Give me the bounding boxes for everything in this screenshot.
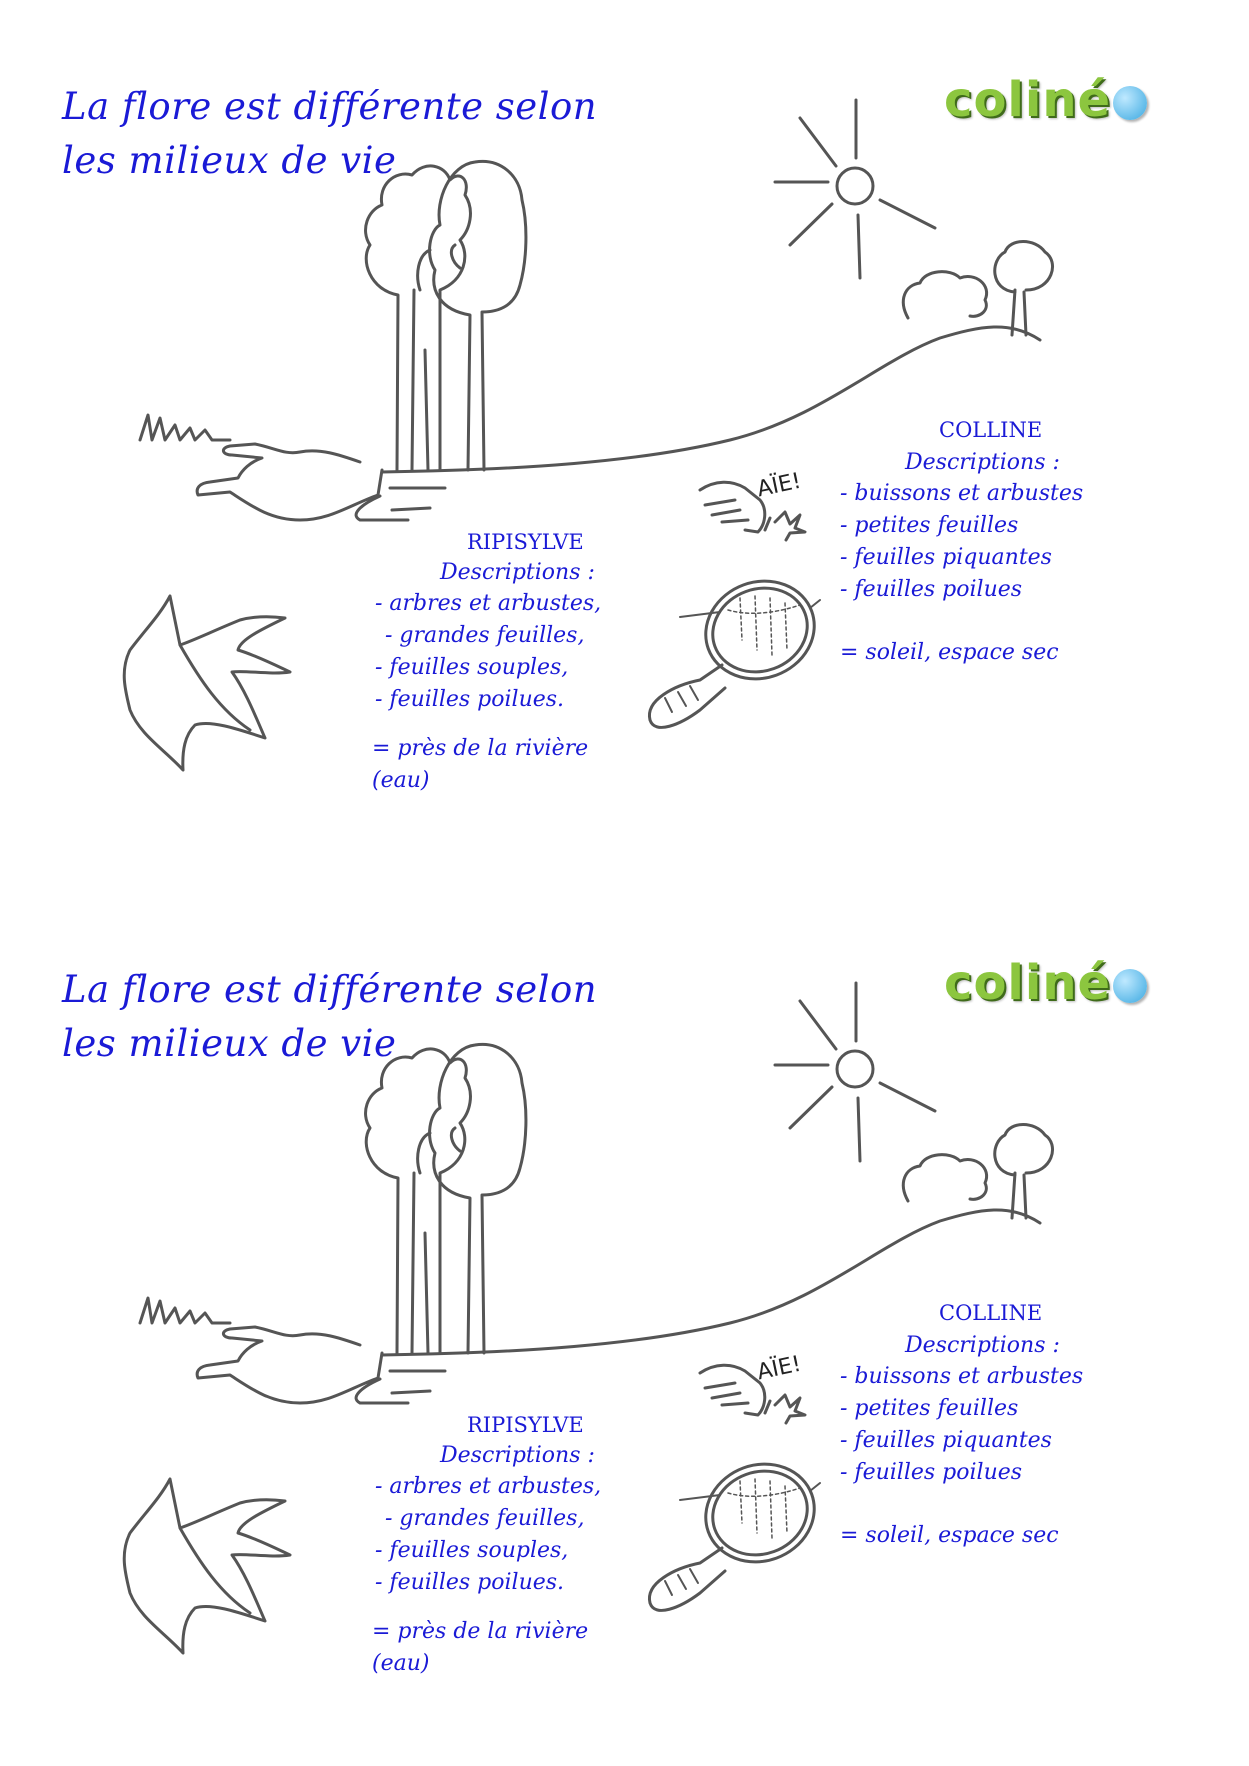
ripisylve-item: - feuilles poilues.	[375, 687, 565, 712]
exclamation-label: AÏE!	[754, 468, 804, 503]
sun-icon	[775, 983, 935, 1161]
ripisylve-item: - feuilles poilues.	[375, 1570, 565, 1595]
ripisylve-subtitle: Descriptions :	[440, 560, 595, 585]
thorn-icon	[765, 1395, 805, 1423]
tall-trees-icon	[366, 161, 526, 470]
maple-leaf-icon	[124, 596, 290, 770]
colline-title: COLLINE	[939, 418, 1043, 442]
thorn-icon	[765, 512, 805, 540]
page-title	[62, 963, 597, 1071]
ripisylve-item: - grandes feuilles,	[385, 1506, 585, 1531]
sun-icon	[775, 100, 935, 278]
ripisylve-item: - arbres et arbustes,	[375, 591, 602, 616]
ripisylve-title: RIPISYLVE	[467, 530, 584, 554]
exclamation-label: AÏE!	[754, 1351, 804, 1386]
riverbank-icon	[197, 444, 445, 520]
small-tree-icon	[995, 1125, 1053, 1219]
grass-icon	[140, 415, 230, 440]
worksheet-panel-1	[0, 0, 1249, 880]
ripisylve-item: - grandes feuilles,	[385, 623, 585, 648]
ripisylve-item: - feuilles souples,	[375, 1538, 569, 1563]
page-title	[62, 80, 597, 188]
magnifying-glass-icon	[649, 566, 828, 727]
ripisylve-item: - feuilles souples,	[375, 655, 569, 680]
grass-icon	[140, 1298, 230, 1323]
colline-item: - petites feuilles	[840, 1396, 1019, 1421]
colline-subtitle: Descriptions :	[905, 1333, 1060, 1358]
ripisylve-result-line-2: (eau)	[372, 1651, 430, 1676]
worksheet-panel-2	[0, 883, 1249, 1763]
hand-icon	[700, 482, 765, 532]
small-tree-icon	[995, 242, 1053, 336]
colline-item: - feuilles piquantes	[840, 545, 1052, 570]
logo-text: coliné	[944, 955, 1112, 1011]
riverbank-icon	[197, 1327, 445, 1403]
ripisylve-result-line-2: (eau)	[372, 768, 430, 793]
ripisylve-item: - arbres et arbustes,	[375, 1474, 602, 1499]
title-line-1: La flore est différente selon	[62, 968, 598, 1011]
title-line-1: La flore est différente selon	[62, 85, 598, 128]
hand-icon	[700, 1365, 765, 1415]
colline-title: COLLINE	[939, 1301, 1043, 1325]
ripisylve-subtitle: Descriptions :	[440, 1443, 595, 1468]
ripisylve-title: RIPISYLVE	[467, 1413, 584, 1437]
colline-result: = soleil, espace sec	[840, 640, 1059, 665]
title-line-2: les milieux de vie	[62, 1022, 397, 1065]
colline-subtitle: Descriptions :	[905, 450, 1060, 475]
maple-leaf-icon	[124, 1479, 290, 1653]
colline-item: - feuilles piquantes	[840, 1428, 1052, 1453]
bush-icon	[903, 1155, 986, 1201]
colline-item: - petites feuilles	[840, 513, 1019, 538]
colineo-logo	[944, 72, 1147, 128]
bush-icon	[903, 272, 986, 318]
ripisylve-result-line-1: = près de la rivière	[372, 736, 589, 761]
magnifying-glass-icon	[649, 1449, 828, 1610]
colline-item: - buissons et arbustes	[840, 481, 1084, 506]
ripisylve-result-line-1: = près de la rivière	[372, 1619, 589, 1644]
colline-item: - feuilles poilues	[840, 1460, 1023, 1485]
water-drop-icon	[1113, 86, 1147, 120]
tall-trees-icon	[366, 1044, 526, 1353]
water-drop-icon	[1113, 969, 1147, 1003]
title-line-2: les milieux de vie	[62, 139, 397, 182]
colline-item: - buissons et arbustes	[840, 1364, 1084, 1389]
colline-item: - feuilles poilues	[840, 577, 1023, 602]
colineo-logo	[944, 955, 1147, 1011]
logo-text: coliné	[944, 72, 1112, 128]
colline-result: = soleil, espace sec	[840, 1523, 1059, 1548]
